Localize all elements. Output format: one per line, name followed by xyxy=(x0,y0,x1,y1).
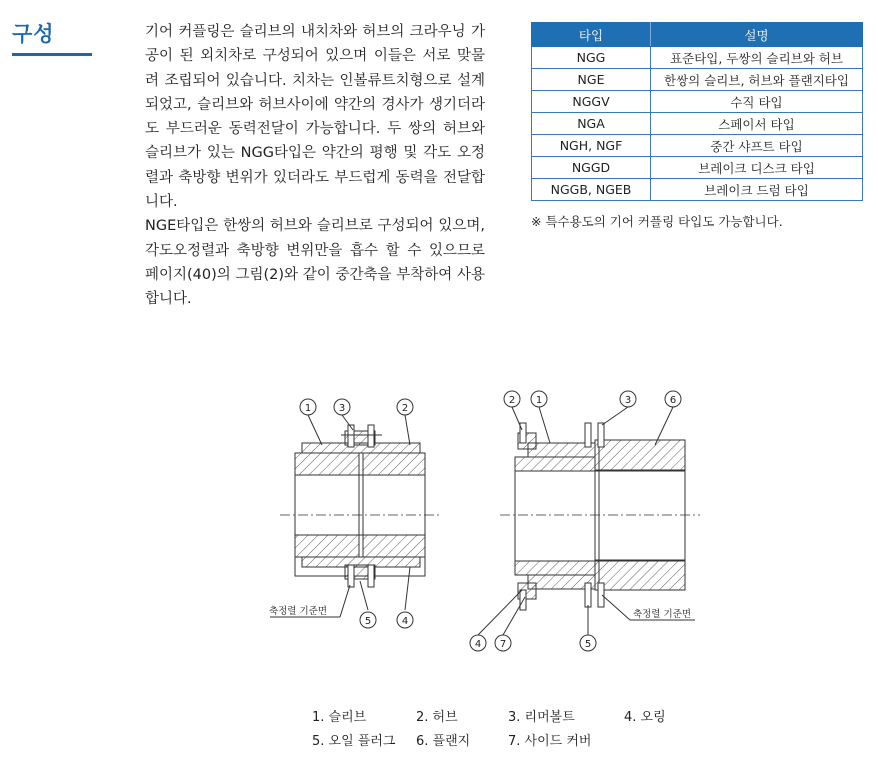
alignment-reference-label: 축정렬 기준면 xyxy=(632,609,692,620)
table-row xyxy=(532,157,863,179)
table-row xyxy=(532,135,863,157)
callout-2: 2 xyxy=(508,395,516,406)
description-cell: 스페이서 타입 xyxy=(651,113,863,135)
description-cell: 수직 타입 xyxy=(651,91,863,113)
description-cell: 중간 샤프트 타입 xyxy=(651,135,863,157)
callout-3: 3 xyxy=(624,395,632,406)
callout-6: 6 xyxy=(669,395,677,406)
type-cell: NGGD xyxy=(532,157,651,179)
callout-4: 4 xyxy=(474,639,482,650)
legend-item-o-ring: 4. 오링 xyxy=(624,709,666,725)
table-row xyxy=(532,179,863,201)
parts-legend xyxy=(312,703,666,751)
coupling-drawing xyxy=(250,385,720,665)
header-type: 타입 xyxy=(532,23,651,47)
type-cell: NGG xyxy=(532,47,651,69)
table-row xyxy=(532,69,863,91)
section-title: 구성 xyxy=(12,22,55,46)
callout-7: 7 xyxy=(499,639,507,650)
type-table xyxy=(531,22,863,201)
legend-item-side-cover: 7. 사이드 커버 xyxy=(508,733,592,749)
table-row xyxy=(532,47,863,69)
paragraph-2: NGE타입은 한쌍의 허브와 슬리브로 구성되어 있으며, 각도오정렬과 축방향 변위만을 흡수 할 수 있으므로 페이지(40)의 그림(2)와 같이 중간축을 부착하여 사용합니다. xyxy=(145,218,485,308)
description-text xyxy=(145,20,485,312)
type-cell: NGE xyxy=(532,69,651,91)
description-cell: 브레이크 드럼 타입 xyxy=(651,179,863,201)
legend-item-flange: 6. 플랜지 xyxy=(416,733,471,749)
legend-item-hub: 2. 허브 xyxy=(416,709,458,725)
type-cell: NGGB, NGEB xyxy=(532,179,651,201)
ngg-coupling-drawing xyxy=(270,399,440,628)
table-row xyxy=(532,113,863,135)
table-row xyxy=(532,91,863,113)
callout-1: 1 xyxy=(304,403,312,414)
table-header-row xyxy=(532,23,863,47)
alignment-reference-label: 축정렬 기준면 xyxy=(268,606,328,617)
description-cell: 표준타입, 두쌍의 슬리브와 허브 xyxy=(651,47,863,69)
callout-5: 5 xyxy=(584,639,592,650)
header-description: 설명 xyxy=(651,23,863,47)
callout-3: 3 xyxy=(338,403,346,414)
description-cell: 한쌍의 슬리브, 허브와 플랜지타입 xyxy=(651,69,863,91)
special-types-note: ※ 특수용도의 기어 커플링 타입도 가능합니다. xyxy=(531,214,783,229)
legend-row xyxy=(312,727,666,751)
callout-2: 2 xyxy=(401,403,409,414)
type-cell: NGH, NGF xyxy=(532,135,651,157)
legend-item-sleeve: 1. 슬리브 xyxy=(312,709,367,725)
callout-1: 1 xyxy=(535,395,543,406)
description-cell: 브레이크 디스크 타입 xyxy=(651,157,863,179)
type-cell: NGGV xyxy=(532,91,651,113)
legend-row xyxy=(312,703,666,727)
legend-item-oil-plug: 5. 오일 플러그 xyxy=(312,733,396,749)
type-cell: NGA xyxy=(532,113,651,135)
callout-5: 5 xyxy=(364,616,372,627)
title-underline xyxy=(12,53,92,56)
paragraph-1: 기어 커플링은 슬리브의 내치차와 허브의 크라우닝 가공이 된 외치차로 구성되어 있으며 이들은 서로 맞물려 조립되어 있습니다. 치차는 인볼류트치형으로 설계되었고, 슬리브와 허브사이에 약간의 경사가 생기더라도 부드러운 동력전달이 가능합니다. 두 쌍의 허브와 슬리브가 있는 NGG타입은 약간의 평행 및 각도 오정렬과 축방향 변위가 있더라도 부드럽게 동력을 전달합니다. xyxy=(145,24,485,211)
legend-item-reamer-bolt: 3. 리머볼트 xyxy=(508,709,575,725)
callout-4: 4 xyxy=(401,616,409,627)
